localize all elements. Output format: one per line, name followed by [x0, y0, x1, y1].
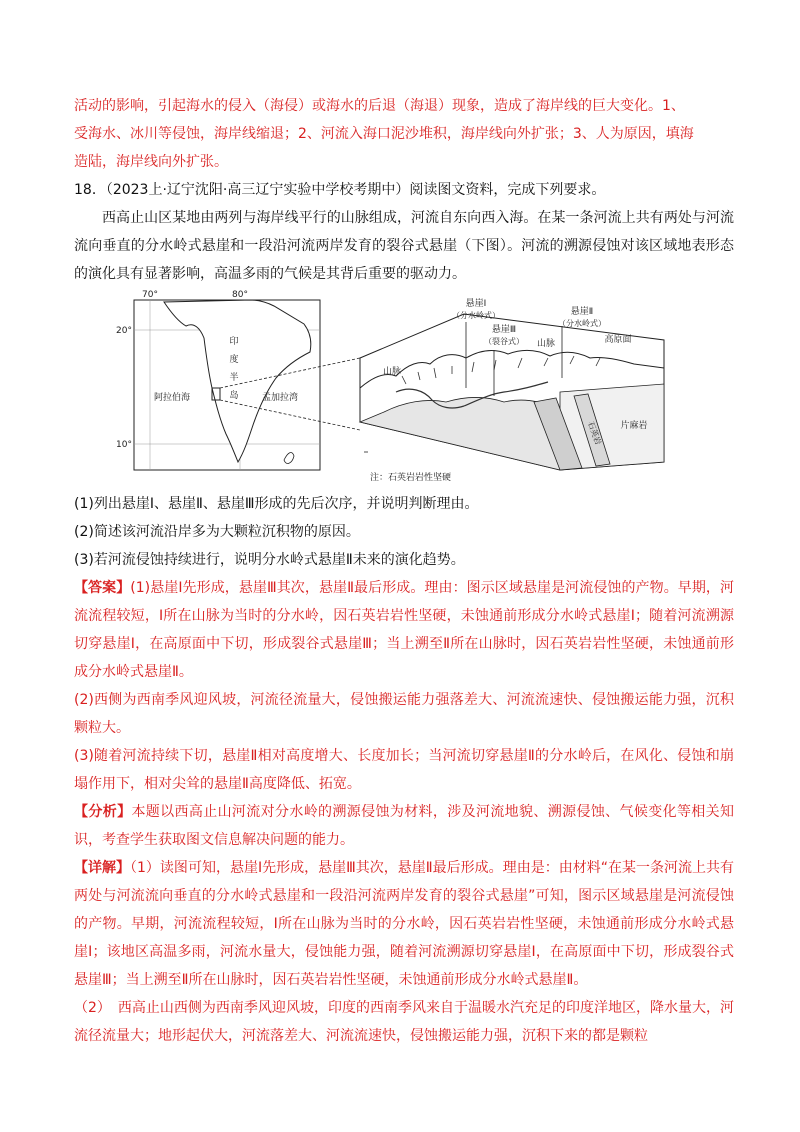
top-answer-line: 活动的影响，引起海水的侵入（海侵）或海水的后退（海退）现象，造成了海岸线的巨大变化。1、	[74, 98, 685, 114]
block-label-cliff2: 悬崖Ⅱ	[570, 307, 594, 317]
longitude-label: 80°	[232, 290, 248, 300]
sub-question-3: (3)若河流侵蚀持续进行，说明分水岭式悬崖Ⅱ未来的演化趋势。	[74, 552, 465, 568]
map-label-peninsula: 印	[229, 337, 239, 347]
latitude-label: 20°	[116, 326, 132, 336]
answer-paragraph-2: (2)西侧为西南季风迎风坡，河流径流量大，侵蚀搬运能力强落差大、河流流速快、侵蚀搬运能力强，沉积颗粒大。	[74, 692, 734, 736]
map-label-bay: 孟加拉湾	[262, 393, 299, 403]
block-label-rock: 片麻岩	[620, 421, 648, 431]
block-label-plateau: 高原面	[604, 335, 632, 345]
block-label-quartzite: 石英岩	[586, 420, 603, 446]
detail-label: 【详解】	[74, 860, 131, 876]
block-label-mountain: 山脉	[536, 339, 556, 349]
analysis-paragraph	[74, 798, 734, 854]
sub-question-2: (2)简述该河流沿岸多为大颗粒沉积物的原因。	[74, 524, 360, 540]
map-label-peninsula: 半	[229, 373, 239, 383]
answer-text-1: (1)悬崖Ⅰ先形成，悬崖Ⅲ其次，悬崖Ⅱ最后形成。理由：图示区域悬崖是河流侵蚀的产物。早期，河流流程较短，Ⅰ所在山脉为当时的分水岭，因石英岩岩性坚硬，未蚀通前形成分水岭式悬崖Ⅰ；随着河流溯源切穿悬崖Ⅰ，在高原面中下切，形成裂谷式悬崖Ⅲ；当上溯至Ⅱ所在山脉时，因石英岩岩性坚硬，未蚀通前形成分水岭式悬崖Ⅱ。	[74, 580, 734, 680]
detail-paragraph-2: （2） 西高止山西侧为西南季风迎风坡，印度的西南季风来自于温暖水汽充足的印度洋地区，降水量大，河流径流量大；地形起伏大，河流落差大、河流流速快，侵蚀搬运能力强，沉积下来的都是颗粒	[74, 1000, 734, 1044]
map-label-peninsula: 度	[229, 355, 239, 365]
sub-question-1: (1)列出悬崖Ⅰ、悬崖Ⅱ、悬崖Ⅲ形成的先后次序，并说明判断理由。	[74, 496, 479, 512]
map-label-peninsula: 岛	[229, 391, 239, 401]
answer-paragraph-3: (3)随着河流持续下切，悬崖Ⅱ相对高度增大、长度加长；当河流切穿悬崖Ⅱ的分水岭后，在风化、侵蚀和崩塌作用下，相对尖耸的悬崖Ⅱ高度降低、拓宽。	[74, 748, 734, 792]
block-label-cliff2-type: （分水岭式）	[558, 319, 606, 328]
map-label-sea: 阿拉伯海	[154, 393, 191, 403]
detail-paragraph-1	[74, 854, 734, 994]
longitude-label: 70°	[142, 290, 158, 300]
answer-paragraph-1	[74, 574, 734, 686]
answer-label: 【答案】	[74, 580, 131, 596]
block-label-cliff3-type: （裂谷式）	[484, 337, 524, 346]
question-header: 18．（2023上·辽宁沈阳·高三辽宁实验中学校考期中）阅读图文资料，完成下列要求。	[74, 182, 606, 198]
figure-note: 注：石英岩岩性坚硬	[370, 473, 452, 483]
top-answer-line: 造陆，海岸线向外扩张。	[74, 154, 228, 170]
figure-drawing	[116, 290, 664, 484]
block-label-cliff1: 悬崖Ⅰ	[465, 299, 487, 309]
block-label-cliff1-type: （分水岭式）	[452, 311, 500, 320]
question-stem: 西高止山区某地由两列与海岸线平行的山脉组成，河流自东向西入海。在某一条河流上共有两处与河流流向垂直的分水岭式悬崖和一段沿河流两岸发育的裂谷式悬崖（下图）。河流的溯源侵蚀对该区域地表形态的演化具有显著影响，高温多雨的气候是其背后重要的驱动力。	[74, 210, 734, 282]
top-answer-line: 受海水、冰川等侵蚀，海岸线缩退；2、河流入海口泥沙堆积，海岸线向外扩张；3、人为原因，填海	[74, 126, 694, 142]
latitude-label: 10°	[116, 440, 132, 450]
geography-figure	[116, 290, 664, 484]
detail-text-1: （1）读图可知，悬崖Ⅰ先形成，悬崖Ⅲ其次，悬崖Ⅱ最后形成。理由是：由材料“在某一条河流上共有两处与河流流向垂直的分水岭式悬崖和一段沿河流两岸发育的裂谷式悬崖”可知，图示区域悬崖是河流侵蚀的产物。早期，河流流程较短，Ⅰ所在山脉为当时的分水岭，因石英岩岩性坚硬，未蚀通前形成分水岭式悬崖Ⅰ；该地区高温多雨，河流水量大，侵蚀能力强，随着河流溯源切穿悬崖Ⅰ，在高原面中下切，形成裂谷式悬崖Ⅲ；当上溯至Ⅱ所在山脉时，因石英岩岩性坚硬，未蚀通前形成分水岭式悬崖Ⅱ。	[74, 860, 734, 988]
block-label-cliff3: 悬崖Ⅲ	[491, 325, 517, 335]
analysis-label: 【分析】	[74, 804, 132, 820]
analysis-text: 本题以西高止山河流对分水岭的溯源侵蚀为材料，涉及河流地貌、溯源侵蚀、气候变化等相关知识，考查学生获取图文信息解决问题的能力。	[74, 804, 735, 848]
document-page	[74, 92, 734, 1050]
block-label-mountain: 山脉	[382, 367, 402, 377]
